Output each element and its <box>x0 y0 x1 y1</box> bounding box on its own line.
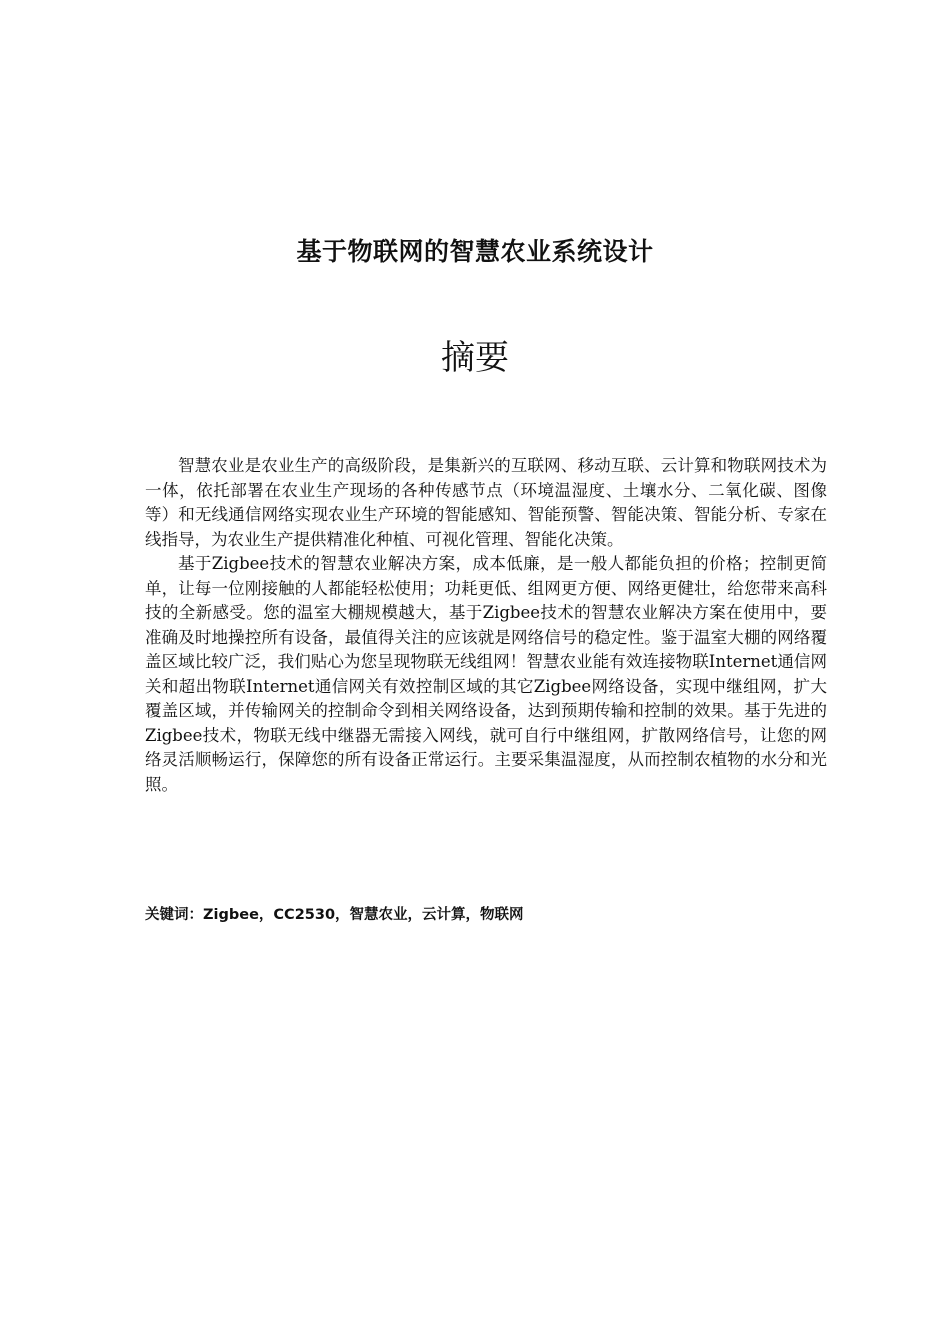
document-title: 基于物联网的智慧农业系统设计 <box>296 237 654 266</box>
abstract-paragraph-2: 基于Zigbee技术的智慧农业解决方案，成本低廉，是一般人都能负担的价格；控制更简单，让每一位刚接触的人都能轻松使用；功耗更低、组网更方便、网络更健壮，给您带来高科技的全新感受。您的温室大棚规模越大，基于Zigbee技术的智慧农业解决方案在使用中，要准确及时地操控所有设备，最值得关注的应该就是网络信号的稳定性。鉴于温室大棚的网络覆盖区域比较广泛，我们贴心为您呈现物联无线组网！智慧农业能有效连接物联Internet通信网关和超出物联Internet通信网关有效控制区域的其它Zigbee网络设备，实现中继组网，扩大覆盖区域，并传输网关的控制命令到相关网络设备，达到预期传输和控制的效果。基于先进的Zigbee技术，物联无线中继器无需接入网线，就可自行中继组网，扩散网络信号，让您的网络灵活顺畅运行，保障您的所有设备正常运行。主要采集温湿度，从而控制农植物的水分和光照。 <box>145 554 827 794</box>
abstract-heading: 摘要 <box>441 338 509 378</box>
abstract-paragraph-1: 智慧农业是农业生产的高级阶段，是集新兴的互联网、移动互联、云计算和物联网技术为一体，依托部署在农业生产现场的各种传感节点（环境温湿度、土壤水分、二氧化碳、图像等）和无线通信网络实现农业生产环境的智能感知、智能预警、智能决策、智能分析、专家在线指导，为农业生产提供精准化种植、可视化管理、智能化决策。 <box>145 456 827 549</box>
keywords-line: 关键词：Zigbee，CC2530，智慧农业，云计算，物联网 <box>145 907 524 923</box>
abstract-body <box>145 454 827 797</box>
